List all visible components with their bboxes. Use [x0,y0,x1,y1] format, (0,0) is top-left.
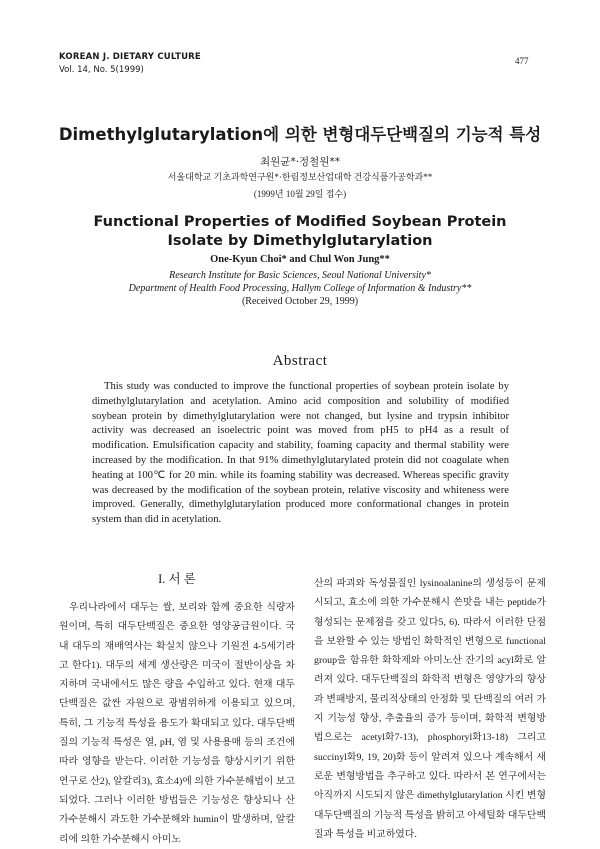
section-heading-introduction: I. 서 론 [158,572,196,586]
korean-received-date: (1999년 10월 29일 접수) [253,189,347,199]
abstract-heading: Abstract [272,353,328,369]
abstract-body: This study was conducted to improve the functional properties of soybean protein isolate by dimethylglutarylation and acetylation. Amino acid composition and solubility of modified soybean protein by dimethylglutarylation were not changed, but lysine and trypsin inhibitor activity was decreased an isoelectric point was moved from pH5 to pH4 as a result of modification. Emulsification capacity and stability, foaming capacity and thermal stability were increased by the modification. In that 91% dimethylglutarylated protein did not coagulate when heating at 100℃ for 20 min. while its foaming stability was decreased. Whereas specific gravity was decreased by the modification of the soybean protein, relative viscosity and whiteness were improved. Generally, dimethylglutarylation produced more conformational changes in protein system than did in acetylation. [92,381,509,526]
korean-authors: 최원균*·정철원** [260,156,340,168]
page-number: 477 [515,56,529,66]
english-affiliation-2: Department of Health Food Processing, Hallym College of Information & Industry** [128,283,472,294]
korean-title: Dimethylglutarylation에 의한 변형대두단백질의 기능적 특성 [58,125,542,144]
introduction-right-column: 산의 파괴와 독성물질인 lysinoalanine의 생성등이 문제시되고, 효소에 의한 가수분해시 쓴맛을 내는 peptide가 형성되는 문제점을 갖고 있다5, 6). 따라서 이러한 단점을 보완할 수 있는 방법인 화학적인 변형으로 functional group을 함유한 화학제와 아미노산 잔기의 acyl화로 알려져 있다. 대두단백질의 화학적 변형은 영양가의 향상과 변패방지, 물리적상태의 안정화 및 단백질의 여러 가지 기능성 향상, 추출율의 증가 등이며, 화학적 변형방법으로는 acetyl화7-13), phosphoryl화13-18) 그리고 succinyl화9, 19, 20)화 등이 알려져 있으나 계속해서 새로운 변형방법을 추구하고 있다. 따라서 본 연구에서는 아직까지 시도되지 않은 dimethylglutarylation 시킨 변형대두단백질의 기능적 특성을 밝히고 아세틸화 대두단백질과 특성을 비교하였다. [314,578,546,840]
introduction-left-column: 우리나라에서 대두는 쌀, 보리와 함께 중요한 식량자원이며, 특히 대두단백질은 중요한 영양공급원이다. 국내 대두의 재배역사는 확실치 않으나 기원전 4-5세기라고 한다1). 대두의 세계 생산량은 미국이 절반이상을 차지하며 국내에서도 많은 량을 수입하고 있다. 현재 대두단백질은 값싼 자원으로 광범위하게 이용되고 있으며, 특히, 그 기능적 특성을 용도가 확대되고 있다. 대두단백질의 기능적 특성은 열, pH, 염 및 사용용매 등의 조건에 따라 영향을 받는다. 이러한 기능성을 향상시키기 위한 연구로 산2), 알칼리3), 효소4)에 의한 가수분해법이 보고되었다. 그러나 이러한 방법들은 기능성은 향상되나 산가수분해시 과도한 가수분해와 humin이 발생하며, 알칼리에 의한 가수분해시 아미노 [59,602,295,845]
korean-affiliations: 서울대학교 기초과학연구원*·한림정보산업대학 건강식품가공학과** [167,172,433,182]
journal-name: KOREAN J. DIETARY CULTURE [59,52,201,62]
english-received-date: (Received October 29, 1999) [241,296,359,307]
english-title: Functional Properties of Modified Soybean Protein Isolate by Dimethylglutarylation [93,214,507,249]
english-affiliation-1: Research Institute for Basic Sciences, Seoul National University* [169,270,431,281]
english-authors: One-Kyun Choi* and Chul Won Jung** [210,254,390,265]
journal-volume: Vol. 14, No. 5(1999) [59,65,144,75]
